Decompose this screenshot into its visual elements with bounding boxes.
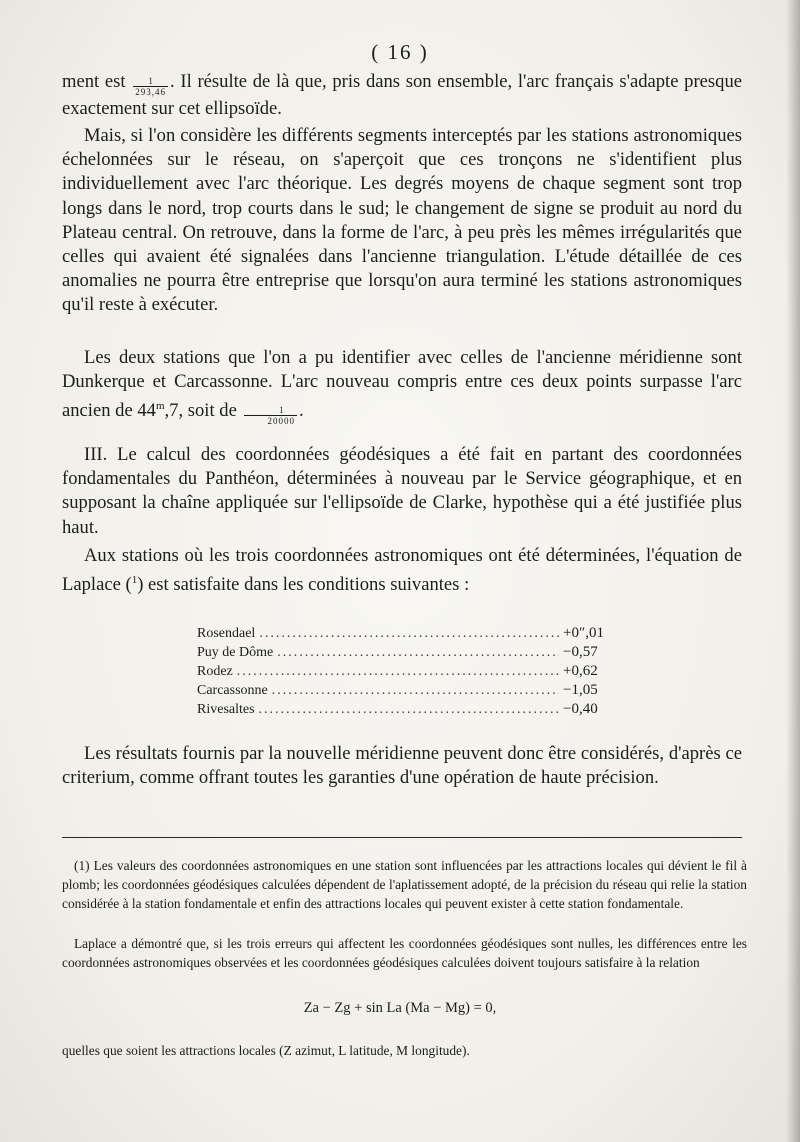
p1-text-b: . Il résulte de là que, pris dans son ensemble, l'arc français s'adapte presque exactement sur cet ellipsoïde. <box>62 71 742 119</box>
p3-text-a: Les deux stations que l'on a pu identifier avec celles de l'ancienne méridienne sont Dunkerque et Carcassonne. L'arc nouveau compris entre ces deux points surpasse l'arc ancien de 44 <box>62 347 742 422</box>
footnote-closing: quelles que soient les attractions locales (Z azimut, L latitude, M longitude). <box>62 1043 470 1058</box>
p3-text-b: ,7, soit de <box>164 400 237 422</box>
footnote-1: (1) Les valeurs des coordonnées astronomiques en une station sont influencées par les attractions locales qui dévient le fil à plomb; les coordonnées géodésiques calculées dépendent de l'aplatissement adopté, de la précision du réseau qui relie la station considérée à la station fondamentale et enfin des attractions locales qui peuvent exister à cette station fondamentale. <box>62 858 747 911</box>
p5-text-b: ) est satisfaite dans les conditions suivantes : <box>137 574 470 596</box>
leader-dots <box>259 702 559 718</box>
fraction-ratio <box>244 405 298 426</box>
table-row <box>197 663 615 682</box>
station-name: Rosendael <box>197 626 256 641</box>
footnote-separator <box>62 837 742 838</box>
table-row <box>197 644 615 663</box>
paragraph-segments: Mais, si l'on considère les différents segments interceptés par les stations astronomiques échelonnées sur le réseau, on s'aperçoit que ces tronçons ne s'identifient plus individuellement avec l'arc théorique. Les degrés moyens de chaque segment sont trop longs dans le nord, trop courts dans le sud; le changement de signe se produit au nord du Plateau central. On retrouve, dans la forme de l'arc, à peu près les mêmes irrégularités que celles qui avaient été signalées dans l'ancienne triangulation. L'étude détaillée de ces anomalies ne pourra être entreprise que lorsqu'on aura terminé les stations astronomiques qu'il reste à exécuter. <box>62 125 742 316</box>
footnote-laplace: Laplace a démontré que, si les trois erreurs qui affectent les coordonnées géodésiques sont nulles, les différences entre les coordonnées astronomiques observées et les coordonnées géodésiques calculées doivent toujours satisfaire à la relation <box>62 936 747 970</box>
leader-dots <box>259 626 559 642</box>
fraction-flattening <box>133 76 168 97</box>
leader-dots <box>237 664 559 680</box>
table-row <box>197 701 615 720</box>
p5-text-a: Aux stations où les trois coordonnées astronomiques ont été déterminées, l'équation de Laplace ( <box>62 545 742 596</box>
p3-text-c: . <box>299 400 304 422</box>
station-value: −0,57 <box>563 644 598 660</box>
table-row <box>197 625 615 644</box>
station-name: Carcassonne <box>197 683 268 698</box>
laplace-results-table <box>197 625 615 720</box>
page-number: ( 16 ) <box>371 40 429 64</box>
laplace-formula: Za − Zg + sin La (Ma − Mg) = 0, <box>303 1000 497 1016</box>
fraction-denominator: 20000 <box>267 416 295 427</box>
paragraph-stations <box>62 346 742 426</box>
leader-dots <box>272 683 559 699</box>
station-value: −0,40 <box>563 701 598 717</box>
station-name: Rodez <box>197 664 233 679</box>
fraction-numerator: 1 <box>133 76 168 87</box>
paragraph-continuation <box>62 70 742 121</box>
p1-text-a: ment est <box>62 71 126 92</box>
paragraph-conclusion: Les résultats fournis par la nouvelle méridienne peuvent donc être considérés, d'après ce criterium, comme offrant toutes les garanties d'une opération de haute précision. <box>62 743 742 789</box>
fraction-numerator: 1 <box>244 405 298 416</box>
paragraph-section-three: III. Le calcul des coordonnées géodésiques a été fait en partant des coordonnées fondamentales du Panthéon, déterminées à nouveau par le Service géographique, et en supposant la chaîne appliquée sur l'ellipsoïde de Clarke, hypothèse qui a été justifiée plus haut. <box>62 444 742 538</box>
p3-superscript: m <box>155 400 165 413</box>
station-value: +0″,01 <box>563 625 604 641</box>
fraction-denominator: 293,46 <box>135 87 167 97</box>
paragraph-laplace <box>62 544 742 597</box>
table-row <box>197 682 615 701</box>
leader-dots <box>277 645 559 661</box>
page-edge-shadow <box>786 0 800 1142</box>
footnote-reference: 1 <box>131 574 138 587</box>
station-value: +0,62 <box>563 663 598 679</box>
station-value: −1,05 <box>563 682 598 698</box>
station-name: Puy de Dôme <box>197 645 274 660</box>
station-name: Rivesaltes <box>197 702 255 717</box>
